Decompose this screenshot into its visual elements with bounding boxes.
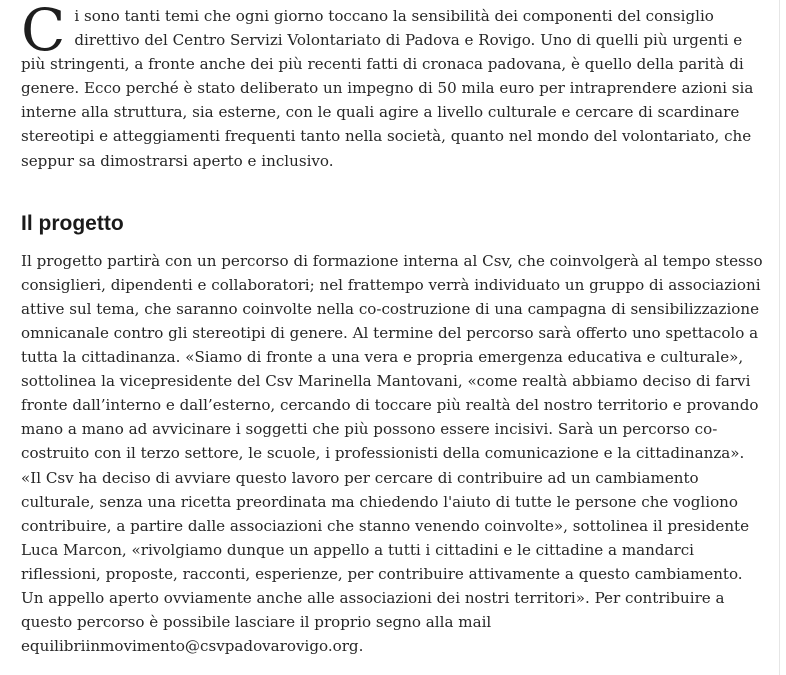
drop-cap: C (21, 0, 66, 64)
page-divider (779, 0, 780, 675)
article-content (21, 0, 769, 658)
body-paragraph: Il progetto partirà con un percorso di formazione interna al Csv, che coinvolgerà al tempo stesso consiglieri, dipendenti e collaboratori; nel frattempo verrà individuato un gruppo di associazioni attive sul tema, che saranno coinvolte nella co-costruzione di una campagna di sensibilizzazione omnicanale contro gli stereotipi di genere. Al termine del percorso sarà offerto uno spettacolo a tutta la cittadinanza. «Siamo di fronte a una vera e propria emergenza educativa e culturale», sottolinea la vicepresidente del Csv Marinella Mantovani, «come realtà abbiamo deciso di farvi fronte dall’interno e dall’esterno, cercando di toccare più realtà del nostro territorio e provando mano a mano ad avvicinare i soggetti che più possono essere incisivi. Sarà un percorso co-costruito con il terzo settore, le scuole, i professionisti della comunicazione e la cittadinanza». «Il Csv ha deciso di avviare questo lavoro per cercare di contribuire ad un cambiamento culturale, senza una ricetta preordinata ma chiedendo l'aiuto di tutte le persone che vogliono contribuire, a partire dalle associazioni che stanno venendo coinvolte», sottolinea il presidente Luca Marcon, «rivolgiamo dunque un appello a tutti i cittadini e le cittadine a mandarci riflessioni, proposte, racconti, esperienze, per contribuire attivamente a questo cambiamento. Un appello aperto ovviamente anche alle associazioni dei nostri territori». Per contribuire a questo percorso è possibile lasciare il proprio segno alla mail equilibriinmovimento@csvpadovarovigo.org. (21, 251, 763, 656)
intro-text: i sono tanti temi che ogni giorno toccano la sensibilità dei componenti del consiglio direttivo del Centro Servizi Volontariato di Padova e Rovigo. Uno di quelli più urgenti e più stringenti, a fronte anche dei più recenti fatti di cronaca padovana, è quello della parità di genere. Ecco perché è stato deliberato un impegno di 50 mila euro per intraprendere azioni sia interne alla struttura, sia esterne, con le quali agire a livello culturale e cercare di scardinare stereotipi e atteggiamenti frequenti tanto nella società, quanto nel mondo del volontariato, che seppur sa dimostrarsi aperto e inclusivo. (21, 7, 754, 170)
intro-paragraph (21, 0, 769, 173)
section-title: Il progetto (21, 211, 124, 235)
